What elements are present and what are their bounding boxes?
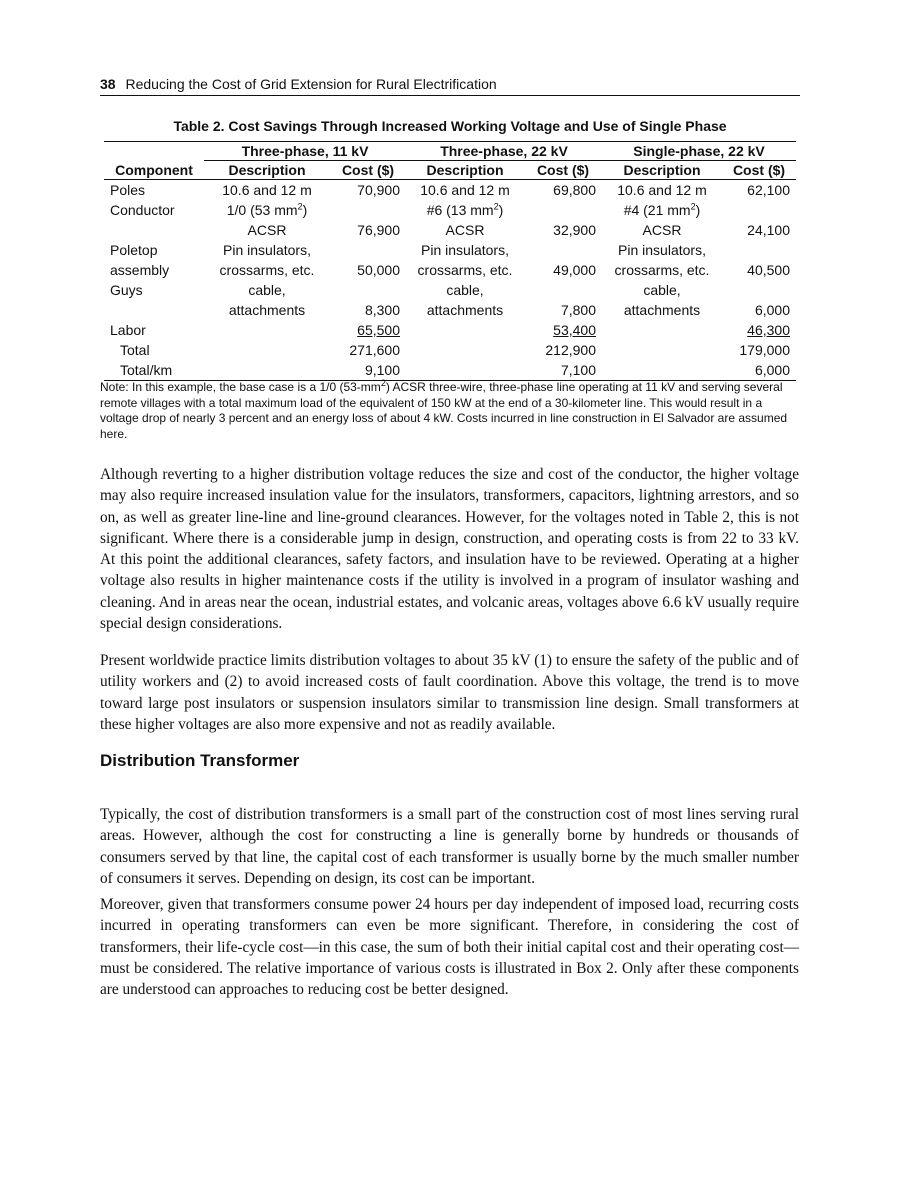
description-line: Pin insulators, [421, 242, 509, 258]
description-line: cable, [446, 282, 484, 298]
cell-empty [602, 320, 722, 340]
note-text: ) ACSR three-wire, three-phase line operating at 11 kV and serving several remote villages with a total maximum load of the equivalent of 150 kW at the end of a 30-kilometer line. This would result in a voltage drop of nearly 3 percent and an energy loss of about 4 kW. Costs incurred in line construction in El Salvador are assumed here. [100, 380, 788, 441]
cell-description [204, 280, 330, 320]
row-label: Conductor [110, 202, 175, 218]
cell-cost: 40,500 [747, 262, 790, 278]
cell-cost: 69,800 [553, 182, 596, 198]
row-label: Labor [110, 322, 146, 338]
column-header-description: Description [602, 161, 722, 180]
cell-description [406, 200, 524, 240]
cell-description [602, 280, 722, 320]
cell-empty [602, 360, 722, 381]
cell-description [204, 200, 330, 240]
cell-cost [722, 320, 796, 340]
cell-description [406, 280, 524, 320]
cell-description [204, 240, 330, 280]
cell-cost: 32,900 [553, 222, 596, 238]
closing-paren: ) [302, 202, 308, 218]
body-paragraph: Moreover, given that transformers consume power 24 hours per day independent of imposed load, recurring costs incurred in operating transformers can even be more significant. Therefore, in considering the cost of transformers, their life-cycle cost—in this case, the sum of both their initial capital cost and their operating cost—must be considered. The relative importance of various costs is illustrated in Box 2. Only after these components are understood can approaches to reducing cost be better designed. [100, 896, 799, 999]
cell-empty [406, 340, 524, 360]
body-paragraph: Present worldwide practice limits distribution voltages to about 35 kV (1) to ensure the safety of the public and of utility workers and (2) to avoid increased costs of fault coordination. Above this voltage, the trend is to move toward large post insulators or suspension insulators similar to transmission line design. Small transformers at these higher voltages are also more expensive and not as readily available. [100, 652, 799, 733]
column-header-cost: Cost ($) [524, 161, 602, 180]
description-line: cable, [248, 282, 286, 298]
cell-cost: 271,600 [349, 342, 400, 358]
cell-empty [602, 340, 722, 360]
row-label: Poles [110, 182, 146, 198]
row-label [104, 240, 204, 280]
description-line: attachments [228, 302, 306, 318]
table-row-poles [104, 180, 796, 201]
conductor-size: 1/0 (53 mm [226, 202, 298, 218]
superscript: 2 [297, 201, 303, 212]
page-number: 38 [100, 76, 116, 92]
cost-value: 65,500 [357, 322, 400, 338]
cell-cost [330, 320, 406, 340]
closing-paren: ) [695, 202, 701, 218]
cost-value: 53,400 [553, 322, 596, 338]
description-line: crossarms, etc. [417, 262, 513, 278]
superscript: 2 [380, 378, 386, 388]
cell-description [406, 240, 524, 280]
cell-cost: 7,800 [560, 302, 596, 318]
row-label: Guys [110, 282, 143, 298]
description-line: Pin insulators, [223, 242, 311, 258]
section-heading: Distribution Transformer [100, 751, 300, 770]
description-line: cable, [643, 282, 681, 298]
conductor-type: ACSR [247, 222, 287, 238]
description-line: attachments [623, 302, 701, 318]
column-header-description: Description [204, 161, 330, 180]
conductor-size: #6 (13 mm [426, 202, 494, 218]
cell-description: 10.6 and 12 m [420, 182, 510, 198]
column-header-cost: Cost ($) [722, 161, 796, 180]
table-row-total [104, 340, 796, 360]
table-row-labor [104, 320, 796, 340]
cell-cost: 8,300 [364, 302, 400, 318]
description-line: attachments [426, 302, 504, 318]
cell-cost: 70,900 [357, 182, 400, 198]
cell-empty [204, 320, 330, 340]
cell-description: 10.6 and 12 m [617, 182, 707, 198]
cell-empty [406, 360, 524, 381]
table-title: Table 2. Cost Savings Through Increased Working Voltage and Use of Single Phase [173, 118, 727, 134]
cell-cost: 9,100 [330, 360, 406, 381]
group-header-single-phase-22kv: Single-phase, 22 kV [602, 142, 796, 161]
column-header-description: Description [406, 161, 524, 180]
cell-cost: 49,000 [553, 262, 596, 278]
superscript: 2 [493, 201, 499, 212]
cell-empty [204, 360, 330, 381]
description-line: Pin insulators, [618, 242, 706, 258]
row-label: Total/km [104, 360, 204, 381]
cell-description [602, 200, 722, 240]
cell-cost: 7,100 [524, 360, 602, 381]
closing-paren: ) [498, 202, 504, 218]
cost-savings-table [104, 141, 796, 381]
cell-cost: 6,000 [754, 302, 790, 318]
conductor-size: #4 (21 mm [623, 202, 691, 218]
table-row-guys [104, 280, 796, 320]
body-paragraph: Typically, the cost of distribution transformers is a small part of the construction cost of most lines serving rural areas. However, although the cost for constructing a line is generally borne by hundreds or thousands of consumers served by that line, the capital cost of each transformer is usually borne by the much smaller number of consumers it serves. Depending on design, its cost can be important. [100, 806, 799, 887]
table-row-total-per-km [104, 360, 796, 381]
conductor-type: ACSR [642, 222, 682, 238]
cell-empty [406, 320, 524, 340]
table-note [100, 380, 800, 442]
description-line: crossarms, etc. [614, 262, 710, 278]
superscript: 2 [690, 201, 696, 212]
cell-cost: 24,100 [747, 222, 790, 238]
cell-cost [524, 320, 602, 340]
cell-cost: 62,100 [747, 182, 790, 198]
description-line: crossarms, etc. [219, 262, 315, 278]
running-title: Reducing the Cost of Grid Extension for Rural Electrification [125, 76, 497, 92]
note-text: Note: In this example, the base case is a 1/0 (53-mm [100, 380, 381, 394]
table-row-poletop-assembly [104, 240, 796, 280]
body-paragraph: Although reverting to a higher distribution voltage reduces the size and cost of the conductor, the higher voltage may also require increased insulation value for the insulators, transformers, capacitors, lightning arrestors, and so on, as well as greater line-line and line-ground clearances. However, for the voltages noted in Table 2, this is not significant. Where there is a considerable jump in design, construction, and operating costs is from 22 to 33 kV. At this point the additional clearances, safety factors, and insulation have to be reviewed. Operating at a higher voltage also results in higher maintenance costs if the utility is involved in a program of insulator washing and cleaning. And in areas near the ocean, industrial estates, and volcanic areas, voltages above 6.6 kV usually require special design considerations. [100, 466, 799, 633]
column-header-component: Component [104, 161, 204, 180]
cell-empty [204, 340, 330, 360]
group-header-three-phase-11kv: Three-phase, 11 kV [204, 142, 406, 161]
cell-description [602, 240, 722, 280]
row-label-line: Poletop [110, 242, 158, 258]
header-blank [104, 142, 204, 161]
cell-cost: 6,000 [722, 360, 796, 381]
cell-cost: 212,900 [545, 342, 596, 358]
cost-value: 46,300 [747, 322, 790, 338]
cell-cost: 50,000 [357, 262, 400, 278]
row-label: Total [120, 342, 150, 358]
row-label-line: assembly [110, 262, 170, 278]
cell-description: 10.6 and 12 m [222, 182, 312, 198]
conductor-type: ACSR [445, 222, 485, 238]
group-header-three-phase-22kv: Three-phase, 22 kV [406, 142, 602, 161]
table-row-conductor [104, 200, 796, 240]
running-header [100, 76, 800, 96]
column-header-cost: Cost ($) [330, 161, 406, 180]
cell-cost: 179,000 [739, 342, 790, 358]
cell-cost: 76,900 [357, 222, 400, 238]
